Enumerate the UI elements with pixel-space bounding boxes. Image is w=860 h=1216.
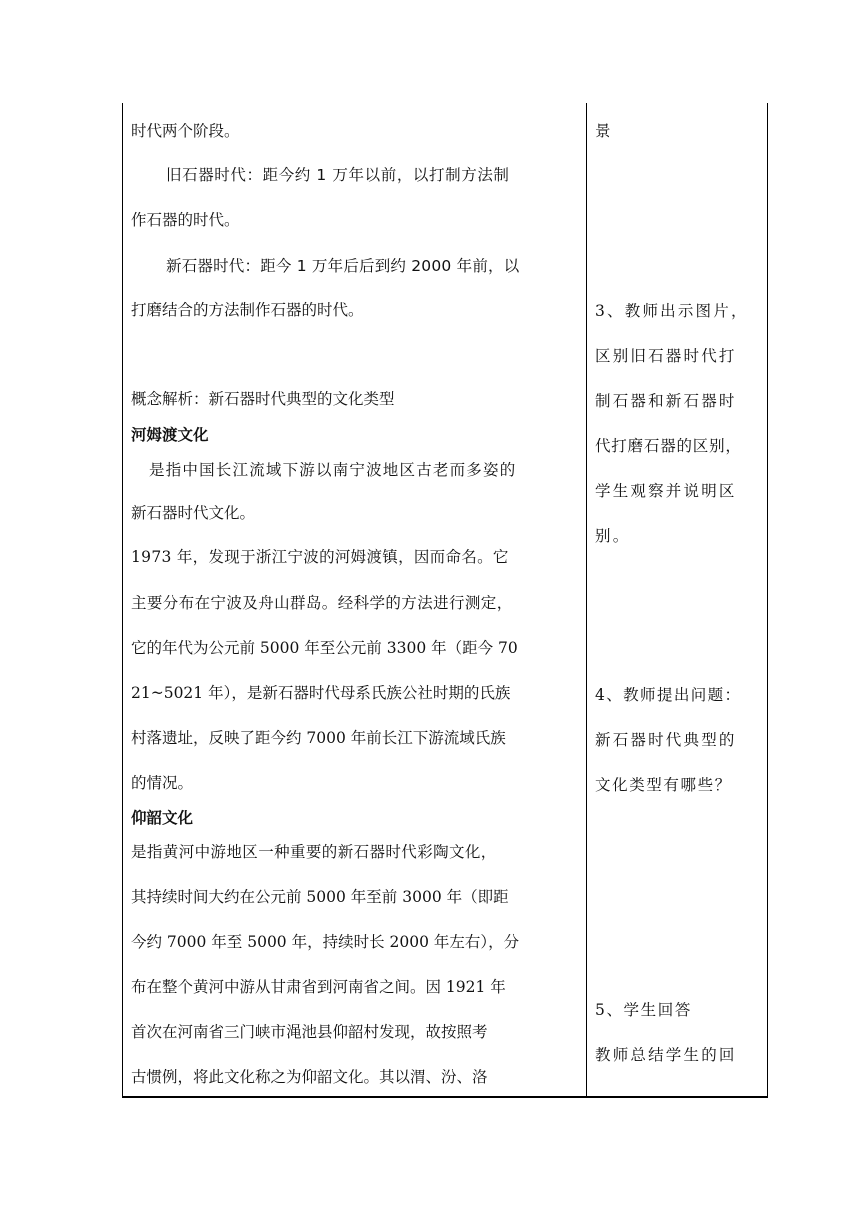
- left-line-4: 新石器时代：距今 1 万年后后到约 2000 年前，以: [166, 257, 520, 275]
- right-line-7: 别。: [595, 527, 631, 545]
- right-line-6: 学生观察并说明区: [595, 482, 737, 500]
- left-line-15: 的情况。: [131, 774, 194, 792]
- left-line-14: 村落遗址，反映了距今约 7000 年前长江下游流域氏族: [131, 729, 506, 747]
- table-column-divider: [586, 103, 587, 1098]
- yangshao-heading: 仰韶文化: [131, 809, 194, 827]
- left-line-20: 布在整个黄河中游从甘肃省到河南省之间。因 1921 年: [131, 978, 506, 996]
- left-line-11: 主要分布在宁波及舟山群岛。经科学的方法进行测定，: [131, 594, 513, 612]
- left-line-10: 1973 年，发现于浙江宁波的河姆渡镇，因而命名。它: [131, 548, 509, 566]
- left-line-13: 21~5021 年），是新石器时代母系氏族公社时期的氏族: [131, 684, 511, 702]
- left-line-9: 新石器时代文化。: [131, 504, 256, 522]
- left-line-2: 旧石器时代：距今约 1 万年以前，以打制方法制: [166, 166, 510, 184]
- left-line-12: 它的年代为公元前 5000 年至公元前 3300 年（距今 70: [131, 639, 518, 657]
- hemudu-heading: 河姆渡文化: [131, 426, 209, 444]
- right-line-8: 4、教师提出问题：: [595, 686, 742, 704]
- left-line-22: 古惯例，将此文化称之为仰韶文化。其以渭、汾、洛: [131, 1068, 488, 1086]
- right-line-2: 3、教师出示图片，: [595, 302, 749, 320]
- right-line-4: 制石器和新石器时: [595, 392, 737, 410]
- table-right-border: [767, 103, 768, 1098]
- right-line-1: 景: [595, 122, 613, 140]
- table-left-border: [122, 103, 123, 1098]
- left-line-21: 首次在河南省三门峡市渑池县仰韶村发现，故按照考: [131, 1023, 488, 1041]
- right-line-10: 文化类型有哪些？: [595, 776, 732, 794]
- left-line-18: 其持续时间大约在公元前 5000 年至前 3000 年（即距: [131, 888, 509, 906]
- left-line-17: 是指黄河中游地区一种重要的新石器时代彩陶文化，: [131, 843, 497, 861]
- table-bottom-border: [122, 1096, 768, 1098]
- left-line-1: 时代两个阶段。: [131, 122, 240, 140]
- right-line-5: 代打磨石器的区别，: [595, 437, 742, 455]
- left-line-8: 是指中国长江流域下游以南宁波地区古老而多姿的: [149, 461, 517, 479]
- right-line-9: 新石器时代典型的: [595, 731, 737, 749]
- left-line-5: 打磨结合的方法制作石器的时代。: [131, 301, 364, 319]
- left-line-3: 作石器的时代。: [131, 211, 240, 229]
- right-line-11: 5、学生回答: [595, 1001, 692, 1019]
- right-line-12: 教师总结学生的回: [595, 1046, 737, 1064]
- right-line-3: 区别旧石器时代打: [595, 347, 737, 365]
- concept-heading: 概念解析：新石器时代典型的文化类型: [131, 390, 395, 408]
- left-line-19: 今约 7000 年至 5000 年，持续时长 2000 年左右），分: [131, 933, 520, 951]
